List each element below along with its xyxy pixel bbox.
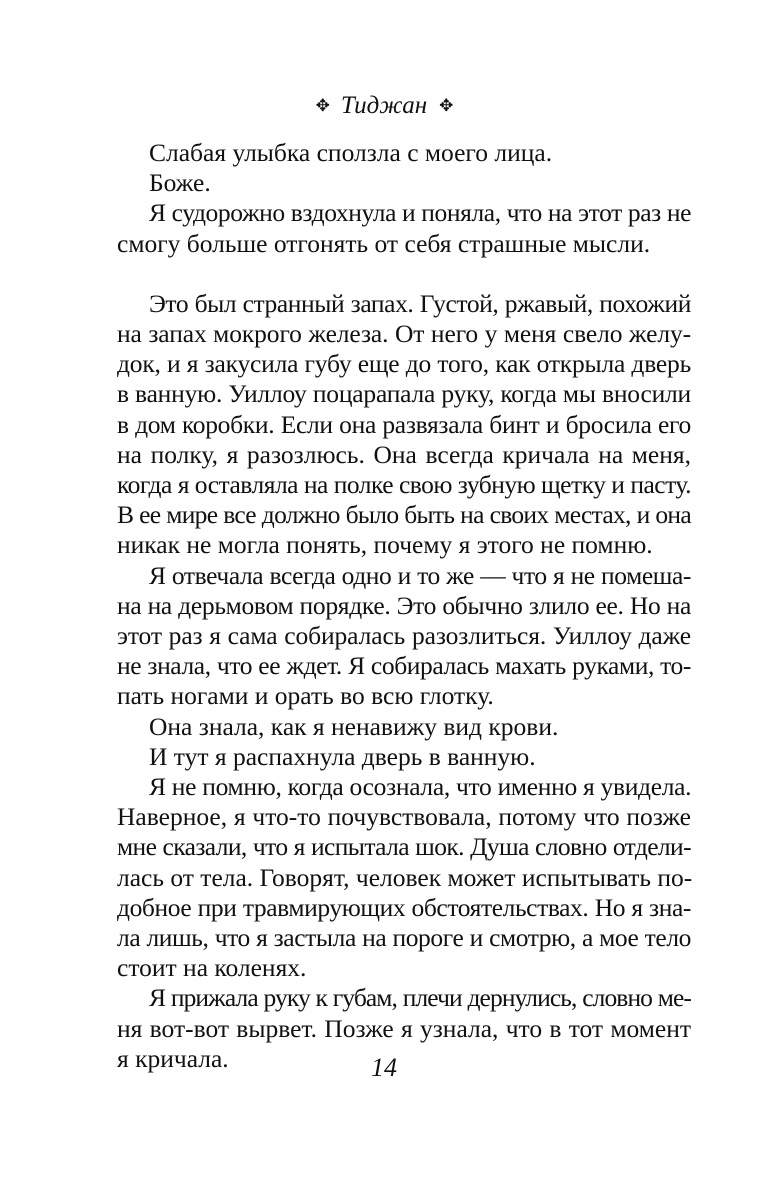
text-line: ня вот-вот вырвет. Позже я узнала, что в тот момент [117,1013,691,1043]
text-line: Слабая улыбка сползла с моего лица. [149,138,553,167]
text-line: не знала, что ее ждет. Я собиралась махать руками, то- [117,651,691,681]
ornament-left-icon: ✥ [315,96,329,115]
text-line: никак не могла понять, почему я этого не помню. [117,530,653,560]
body-text [117,138,691,1074]
text-line: В ее мире все должно было быть на своих местах, и она [117,500,691,530]
text-line: лась от тела. Говорят, человек может испытывать по- [117,862,693,892]
text-line: Боже. [149,168,211,198]
text-line: стоит на коленях. [117,953,307,983]
ornament-right-icon: ✥ [439,96,453,115]
text-line: Это был странный запах. Густой, ржавый, похожий [149,288,691,318]
text-line: на запах мокрого железа. От него у меня свело желу- [117,319,691,349]
text-line: на полку, я разозлюсь. Она всегда кричала на меня, [117,439,691,469]
page-number: 14 [371,1053,397,1082]
running-header-title: Тиджан [340,92,428,119]
text-line: в дом коробки. Если она развязала бинт и бросила его [117,409,691,439]
text-line: И тут я распахнула дверь в ванную. [149,741,536,771]
text-line: когда я оставляла на полке свою зубную щетку и пасту. [117,470,691,500]
text-line: я кричала. [117,1043,229,1073]
text-line: в ванную. Уиллоу поцарапала руку, когда мы вносили [117,379,691,409]
text-line: док, и я закусила губу еще до того, как открыла дверь [117,349,691,379]
text-line: этот раз я сама собиралась разозлиться. Уиллоу даже [117,621,691,651]
text-line: Я судорожно вздохнула и поняла, что на этот раз не [149,198,691,228]
text-line: пать ногами и орать во всю глотку. [117,681,494,711]
text-line: Я прижала руку к губам, плечи дернулись, словно ме- [149,983,691,1013]
section-break [117,259,691,289]
text-line: добное при травмирующих обстоятельствах. Но я зна- [117,892,691,922]
text-line: Я отвечала всегда одно и то же — что я не помеша- [149,560,691,590]
text-line: Я не помню, когда осознала, что именно я увидела. [149,772,692,802]
text-line: Она знала, как я ненавижу вид крови. [149,711,559,741]
text-line: ла лишь, что я застыла на пороге и смотрю, а мое тело [117,923,691,953]
text-line: Наверное, я что-то почувствовала, потому что позже [117,802,691,832]
text-line: мне сказали, что я испытала шок. Душа словно отдели- [117,832,691,862]
text-line: смогу больше отгонять от себя страшные мысли. [117,228,651,258]
running-header [0,92,768,120]
text-line: на на дерьмовом порядке. Это обычно злило ее. Но на [117,590,691,620]
